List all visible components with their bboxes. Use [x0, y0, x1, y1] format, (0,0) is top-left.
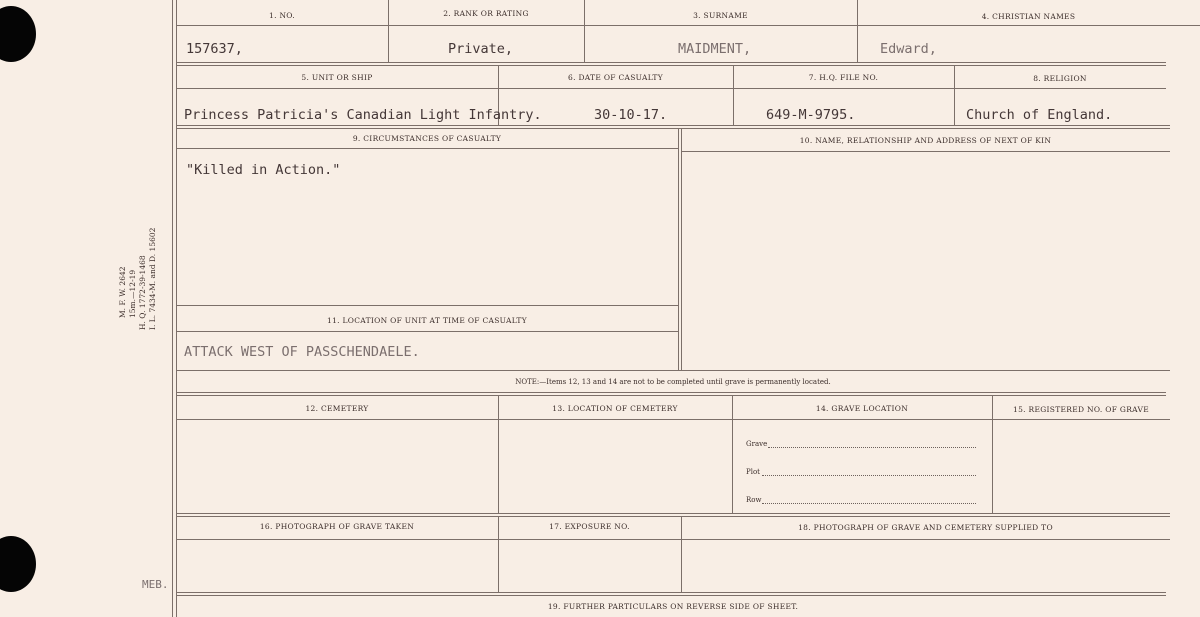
divider: [678, 128, 679, 370]
divider: [857, 0, 858, 62]
row-label: Row: [746, 496, 762, 504]
surname-value: MAIDMENT,: [678, 41, 752, 57]
divider: [176, 128, 1170, 129]
header-hq-file: 7. H.Q. FILE NO.: [808, 73, 879, 82]
divider: [176, 419, 1170, 420]
grave-line: [768, 446, 976, 448]
divider: [176, 148, 678, 149]
header-no: 1. NO.: [269, 11, 295, 20]
divider: [176, 395, 1166, 396]
divider: [176, 88, 1166, 89]
hq-file-value: 649-M-9795.: [766, 107, 856, 123]
side-print-line-2: 15m.—12-19: [128, 269, 137, 318]
location-value: ATTACK WEST OF PASSCHENDAELE.: [184, 344, 420, 360]
header-location-of-unit: 11. LOCATION OF UNIT AT TIME OF CASUALTY: [327, 316, 527, 325]
circumstances-value: "Killed in Action.": [186, 162, 341, 178]
header-location-of-cemetery: 13. LOCATION OF CEMETERY: [552, 404, 678, 413]
header-religion: 8. RELIGION: [1033, 74, 1087, 83]
side-print-line-1: M. F. W. 2642: [118, 266, 127, 318]
header-photo-taken: 16. PHOTOGRAPH OF GRAVE TAKEN: [259, 522, 415, 531]
header-photo-supplied: 18. PHOTOGRAPH OF GRAVE AND CEMETERY SUPPLIED TO: [798, 523, 1053, 532]
divider: [176, 305, 678, 306]
punch-hole-bottom: [0, 536, 36, 592]
divider: [176, 592, 1166, 593]
header-grave-location: 14. GRAVE LOCATION: [815, 404, 909, 413]
footer-further-particulars: 19. FURTHER PARTICULARS ON REVERSE SIDE OF SHEET.: [547, 602, 799, 611]
divider: [176, 62, 1166, 63]
clerk-initials: MEB.: [142, 578, 169, 591]
rank-value: Private,: [448, 41, 514, 57]
divider: [176, 595, 1166, 596]
header-exposure-no: 17. EXPOSURE NO.: [549, 522, 630, 531]
grave-label: Grave: [746, 440, 768, 448]
christian-names-value: Edward,: [880, 41, 937, 57]
unit-value: Princess Patricia's Canadian Light Infantry.: [184, 107, 542, 123]
left-border: [172, 0, 173, 617]
divider: [176, 392, 1166, 393]
divider: [176, 65, 1166, 66]
service-number: 157637,: [186, 41, 243, 57]
side-print-line-4: I. L. 7434-M. and D. 15602: [148, 227, 157, 330]
divider: [176, 331, 678, 332]
divider: [176, 370, 1170, 371]
religion-value: Church of England.: [966, 107, 1113, 123]
header-surname: 3. SURNAME: [693, 11, 748, 20]
divider: [584, 0, 585, 62]
header-christian-names: 4. CHRISTIAN NAMES: [981, 12, 1076, 21]
header-circumstances: 9. CIRCUMSTANCES OF CASUALTY: [352, 134, 502, 143]
header-next-of-kin: 10. NAME, RELATIONSHIP AND ADDRESS OF NEXT OF KIN: [799, 136, 1052, 145]
header-registered-no: 15. REGISTERED NO. OF GRAVE: [1013, 405, 1149, 414]
punch-hole-top: [0, 6, 36, 62]
side-print-line-3: H. Q. 1772-39-1468: [138, 255, 147, 330]
plot-label: Plot: [746, 468, 760, 476]
header-date: 6. DATE OF CASUALTY: [568, 73, 663, 82]
divider: [176, 516, 1170, 517]
plot-line: [762, 474, 976, 476]
date-value: 30-10-17.: [594, 107, 668, 123]
header-cemetery: 12. CEMETERY: [305, 404, 369, 413]
header-rank: 2. RANK OR RATING: [443, 9, 529, 18]
divider: [176, 125, 1170, 126]
header-unit: 5. UNIT OR SHIP: [301, 73, 373, 82]
divider: [681, 128, 682, 370]
divider: [176, 513, 1170, 514]
divider: [681, 151, 1170, 152]
divider: [176, 25, 1200, 26]
row-line: [762, 502, 976, 504]
divider: [176, 539, 1170, 540]
note-text: NOTE:—Items 12, 13 and 14 are not to be completed until grave is permanently located.: [515, 378, 831, 386]
